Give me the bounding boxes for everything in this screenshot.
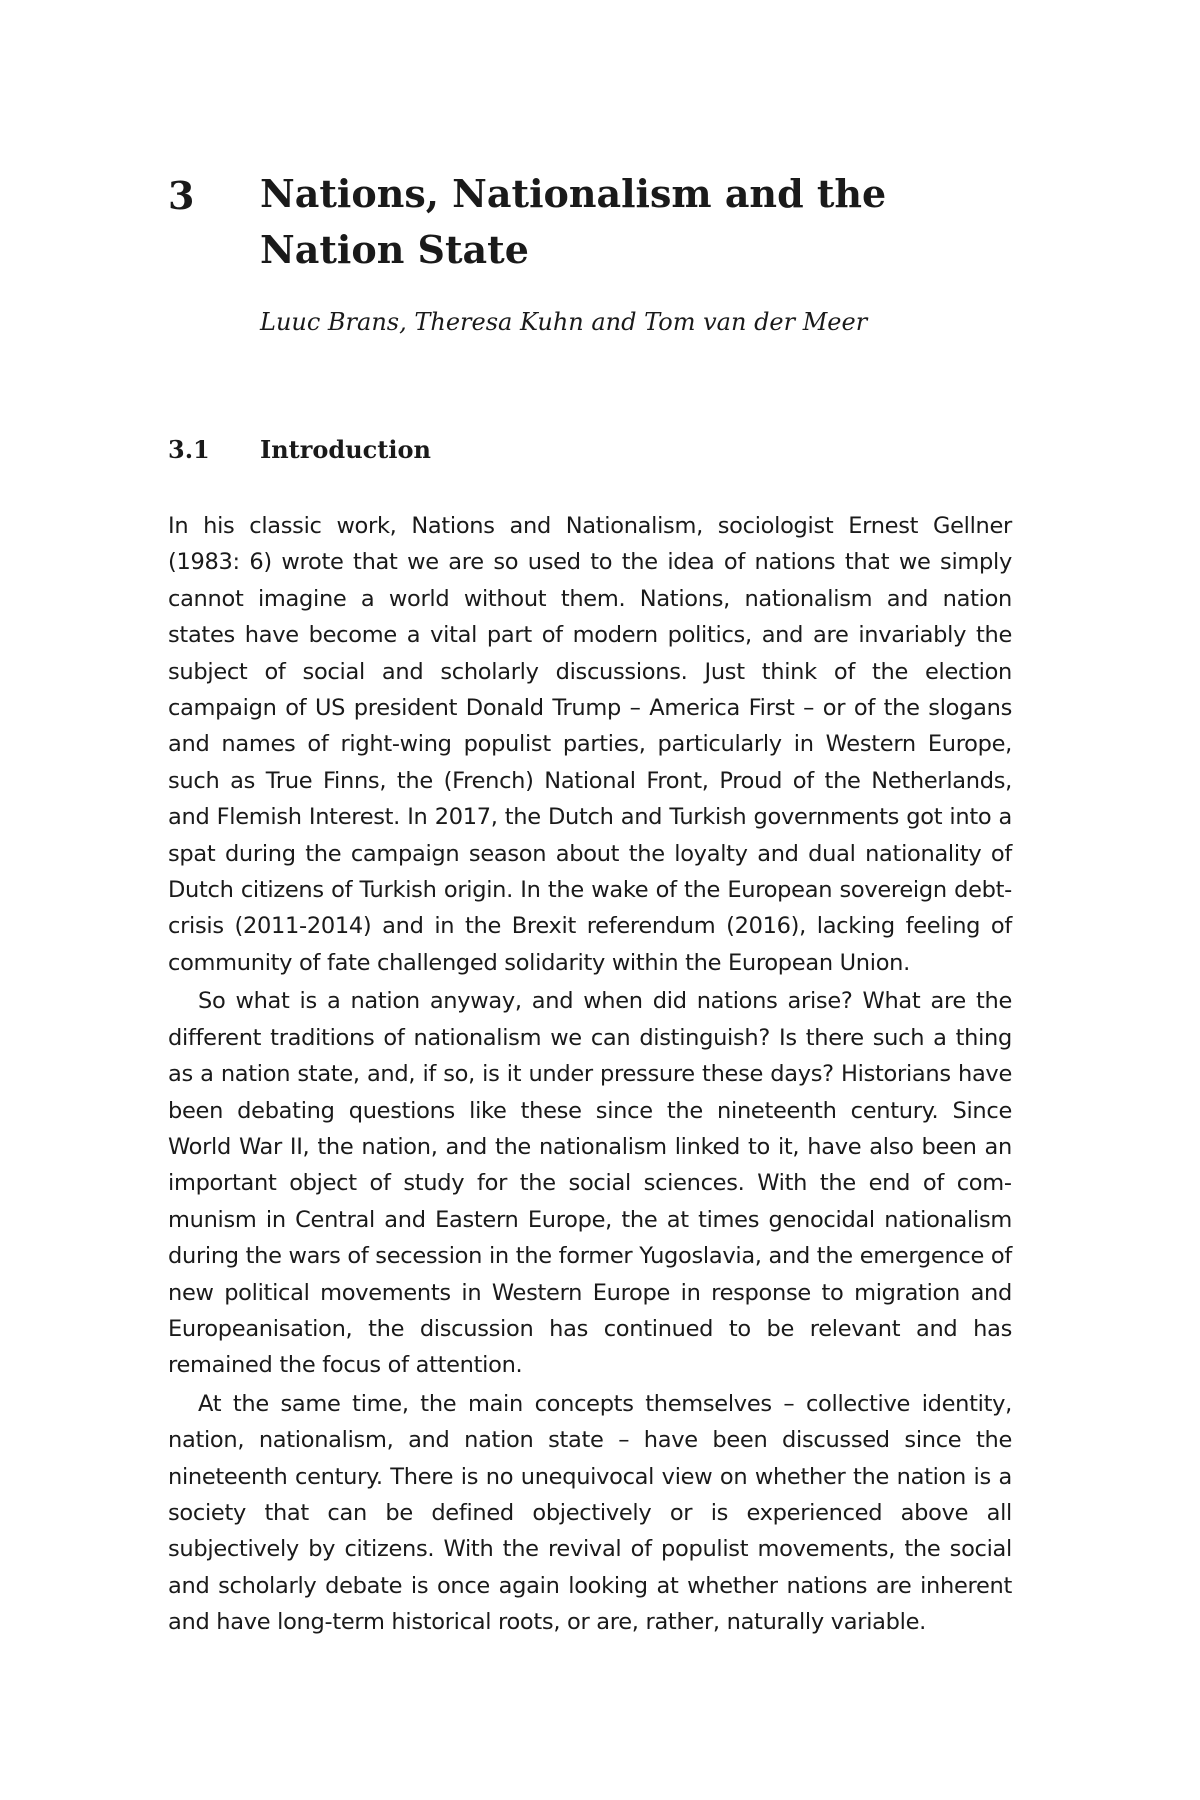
chapter-number: 3 [168, 173, 195, 218]
paragraph-1: In his classic work, Nations and Nationalism, sociologist Ernest Gellner (1983: 6) wrote that we are so used to the idea of nations that we simply cannot imagine a world without them. Nations, nationalism and nation states have become a vital part of modern politics, and are invariably the subject of social and scholarly discussions. Just think of the election campaign of US president Donald Trump – America First – or of the slogans and names of right-wing populist parties, particularly in Western Europe, such as True Finns, the (French) National Front, Proud of the Netherlands, and Flemish Interest. In 2017, the Dutch and Turkish governments got into a spat during the campaign season about the loyalty and dual nationality of Dutch citizens of Turkish origin. In the wake of the European sovereign debt-crisis (2011-2014) and in the Brexit referendum (2016), lacking feeling of community of fate challenged solidarity within the European Union. [168, 513, 1012, 976]
paragraph-2: So what is a nation anyway, and when did nations arise? What are the different traditions of nationalism we can distinguish? Is there such a thing as a nation state, and, if so, is it under pressure these days? Historians have been debating questions like these since the nineteenth century. Since World War II, the nation, and the nationalism linked to it, have also been an important object of study for the social sciences. With the end of communism in Central and Eastern Europe, the at times genocidal nationalism during the wars of secession in the former Yugoslavia, and the emergence of new political movements in Western Europe in response to migration and Europeanisation, the discussion has continued to be relevant and has remained the focus of attention. [168, 988, 1012, 1379]
chapter-authors: Luuc Brans, Theresa Kuhn and Tom van der Meer [260, 308, 868, 336]
section-title: Introduction [260, 435, 431, 464]
body-text [168, 508, 1012, 1641]
chapter-title: Nations, Nationalism and the Nation State [260, 171, 887, 272]
paragraph-3: At the same time, the main concepts themselves – collective identity, nation, nationalism, and nation state – have been discussed since the nineteenth century. There is no unequivocal view on whether the nation is a society that can be defined objectively or is experienced above all subjectively by citizens. With the revival of populist movements, the social and scholarly debate is once again looking at whether nations are inherent and have long-term historical roots, or are, rather, naturally variable. [168, 1390, 1012, 1636]
section-number: 3.1 [168, 435, 210, 464]
